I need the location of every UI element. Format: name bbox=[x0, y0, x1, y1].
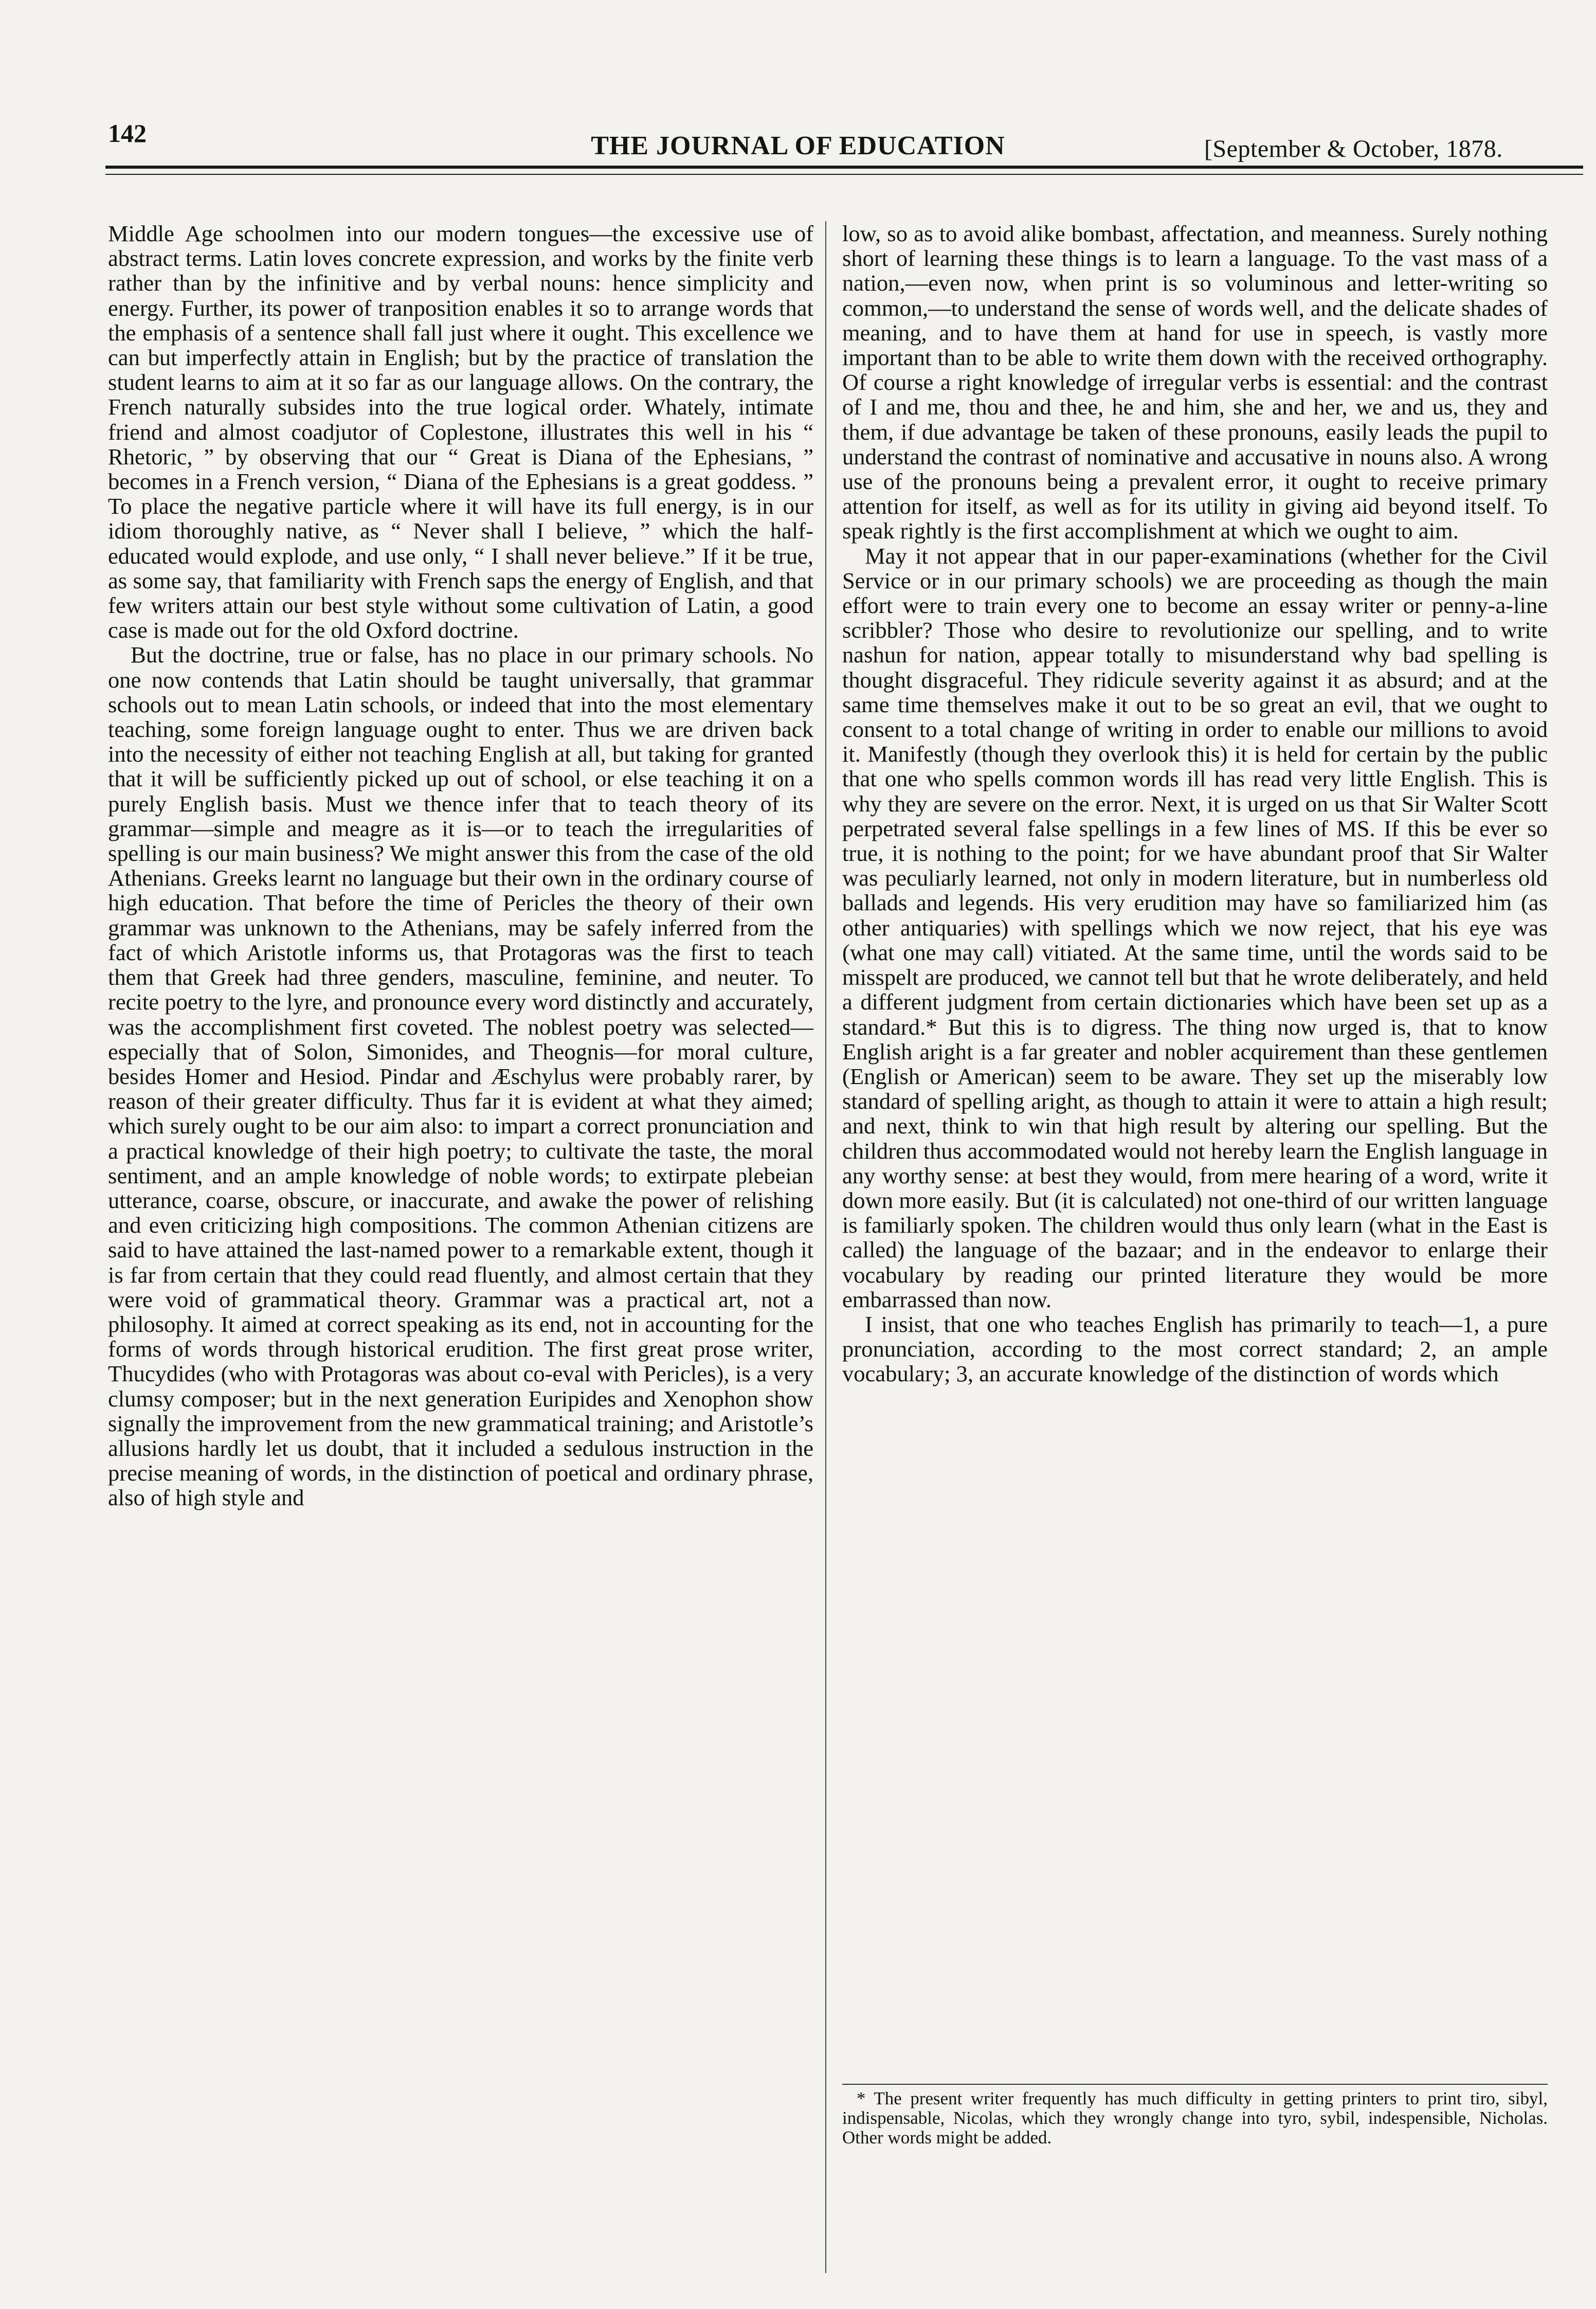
paragraph: I insist, that one who teaches English has primarily to teach—1, a pure pronunciation, according to the most correct standard; 2, an ample vocabulary; 3, an accurate knowledge of the distinction of words which bbox=[842, 1311, 1548, 1387]
footnote-text: * The present writer frequently has much difficulty in getting printers to print tiro, sibyl, indispensable, Nicolas, which they wrongly change into tyro, sybil, indespensible, Nicholas. Other words might be added. bbox=[842, 2088, 1548, 2148]
footnote-rule bbox=[842, 2084, 1548, 2085]
right-column bbox=[842, 221, 1548, 2031]
page-header bbox=[0, 0, 1596, 170]
header-rule-thin bbox=[105, 174, 1583, 175]
column-divider bbox=[825, 221, 826, 2273]
paragraph: May it not appear that in our paper-examinations (whether for the Civil Service or in our primary schools) we are proceeding as though the main effort were to train every one to become an essay writer or penny-a-line scribbler? Those who desire to revolutionize our spelling, and to write nashun for nation, appear totally to misunderstand why bad spelling is thought disgraceful. They ridicule severity against it as absurd; and at the same time themselves make it out to be so great an evil, that we ought to consent to a total change of writing in order to enable our millions to avoid it. Manifestly (though they overlook this) it is held for certain by the public that one who spells common words ill has read very little English. This is why they are severe on the error. Next, it is urged on us that Sir Walter Scott perpetrated several false spellings in a few lines of MS. If this be ever so true, it is nothing to the point; for we have abundant proof that Sir Walter was peculiarly learned, not only in modern literature, but in numberless old ballads and legends. His very erudition may have so familiarized him (as other antiquaries) with spellings which we now reject, that his eye was (what one may call) vitiated. At the same time, until the words said to be misspelt are produced, we cannot tell but that he wrote deliberately, and held a different judgment from certain dictionaries which have been set up as a standard.* But this is to digress. The thing now urged is, that to know English aright is a far greater and nobler acquirement than these gentlemen (English or American) seem to be aware. They set up the miserably low standard of spelling aright, as though to attain it were to attain a high result; and next, think to win that high result by altering our spelling. But the children thus accommodated would not hereby learn the English language in any worthy sense: at best they would, from mere hearing of a word, write it down more easily. But (it is calculated) not one-third of our written language is familiarly spoken. The children would thus only learn (what in the East is called) the language of the bazaar; and in the endeavor to enlarge their vocabulary by reading our printed literature they would be more embarrassed than now. bbox=[842, 543, 1548, 1312]
header-rule-thick bbox=[105, 166, 1583, 169]
issue-date: [September & October, 1878. bbox=[1204, 135, 1503, 163]
page-number: 142 bbox=[108, 119, 147, 148]
paragraph: But the doctrine, true or false, has no place in our primary schools. No one now contends that Latin should be taught universally, that grammar schools out to mean Latin schools, or indeed that into the most elementary teaching, some foreign language ought to enter. Thus we are driven back into the necessity of either not teaching English at all, but taking for granted that it will be sufficiently picked up out of school, or else teaching it on a purely English basis. Must we thence infer that to teach theory of its grammar—simple and meagre as it is—or to teach the irregularities of spelling is our main business? We might answer this from the case of the old Athenians. Greeks learnt no language but their own in the ordinary course of high education. That before the time of Pericles the theory of their own grammar was unknown to the Athenians, may be safely inferred from the fact of which Aristotle informs us, that Protagoras was the first to teach them that Greek had three genders, masculine, feminine, and neuter. To recite poetry to the lyre, and pronounce every word distinctly and accurately, was the accomplishment first coveted. The noblest poetry was selected—especially that of Solon, Simonides, and Theognis—for moral culture, besides Homer and Hesiod. Pindar and Æschylus were probably rarer, by reason of their greater difficulty. Thus far it is evident at what they aimed; which surely ought to be our aim also: to impart a correct pronunciation and a practical knowledge of their high poetry; to cultivate the taste, the moral sentiment, and an ample knowledge of noble words; to extirpate plebeian utterance, coarse, obscure, or inaccurate, and awake the power of relishing and even criticizing high compositions. The common Athenian citizens are said to have attained the last-named power to a remarkable extent, though it is far from certain that they could read fluently, and almost certain that they were void of grammatical theory. Grammar was a practical art, not a philosophy. It aimed at correct speaking as its end, not in accounting for the forms of words through historical erudition. The first great prose writer, Thucydides (who with Protagoras was about co-eval with Pericles), is a very clumsy composer; but in the next generation Euripides and Xenophon show signally the improvement from the new grammatical training; and Aristotle’s allusions hardly let us doubt, that it included a sedulous instruction in the precise meaning of words, in the distinction of poetical and ordinary phrase, also of high style and bbox=[108, 642, 813, 1511]
footnote bbox=[842, 2089, 1548, 2148]
left-column bbox=[108, 221, 813, 2273]
paragraph: low, so as to avoid alike bombast, affectation, and meanness. Surely nothing short of learning these things is to learn a language. To the vast mass of a nation,—even now, when print is so voluminous and letter-writing so common,—to understand the sense of words well, and the delicate shades of meaning, and to have them at hand for use in speech, is vastly more important than to be able to write them down with the received orthography. Of course a right knowledge of irregular verbs is essential: and the contrast of I and me, thou and thee, he and him, she and her, we and us, they and them, if due advantage be taken of these pronouns, easily leads the pupil to understand the contrast of nominative and accusative in nouns also. A wrong use of the pronouns being a prevalent error, it ought to receive primary attention for itself, as well as for its utility in giving aid beyond itself. To speak rightly is the first accomplishment at which we ought to aim. bbox=[842, 221, 1548, 544]
journal-title: THE JOURNAL OF EDUCATION bbox=[591, 131, 1005, 160]
paragraph: Middle Age schoolmen into our modern tongues—the excessive use of abstract terms. Latin loves concrete expression, and works by the finite verb rather than by the infinitive and by verbal nouns: hence simplicity and energy. Further, its power of tranposition enables it so to arrange words that the emphasis of a sentence shall fall just where it ought. This excellence we can but imperfectly attain in English; but by the practice of translation the student learns to aim at it so far as our language allows. On the contrary, the French naturally subsides into the true logical order. Whately, intimate friend and almost coadjutor of Coplestone, illustrates this well in his “ Rhetoric, ” by observing that our “ Great is Diana of the Ephesians, ” becomes in a French version, “ Diana of the Ephesians is a great goddess. ” To place the negative particle where it will have its full energy, is in our idiom thoroughly native, as “ Never shall I believe, ” which the half-educated would explode, and use only, “ I shall never believe.” If it be true, as some say, that familiarity with French saps the energy of English, and that few writers attain our best style without some cultivation of Latin, a good case is made out for the old Oxford doctrine. bbox=[108, 221, 813, 643]
